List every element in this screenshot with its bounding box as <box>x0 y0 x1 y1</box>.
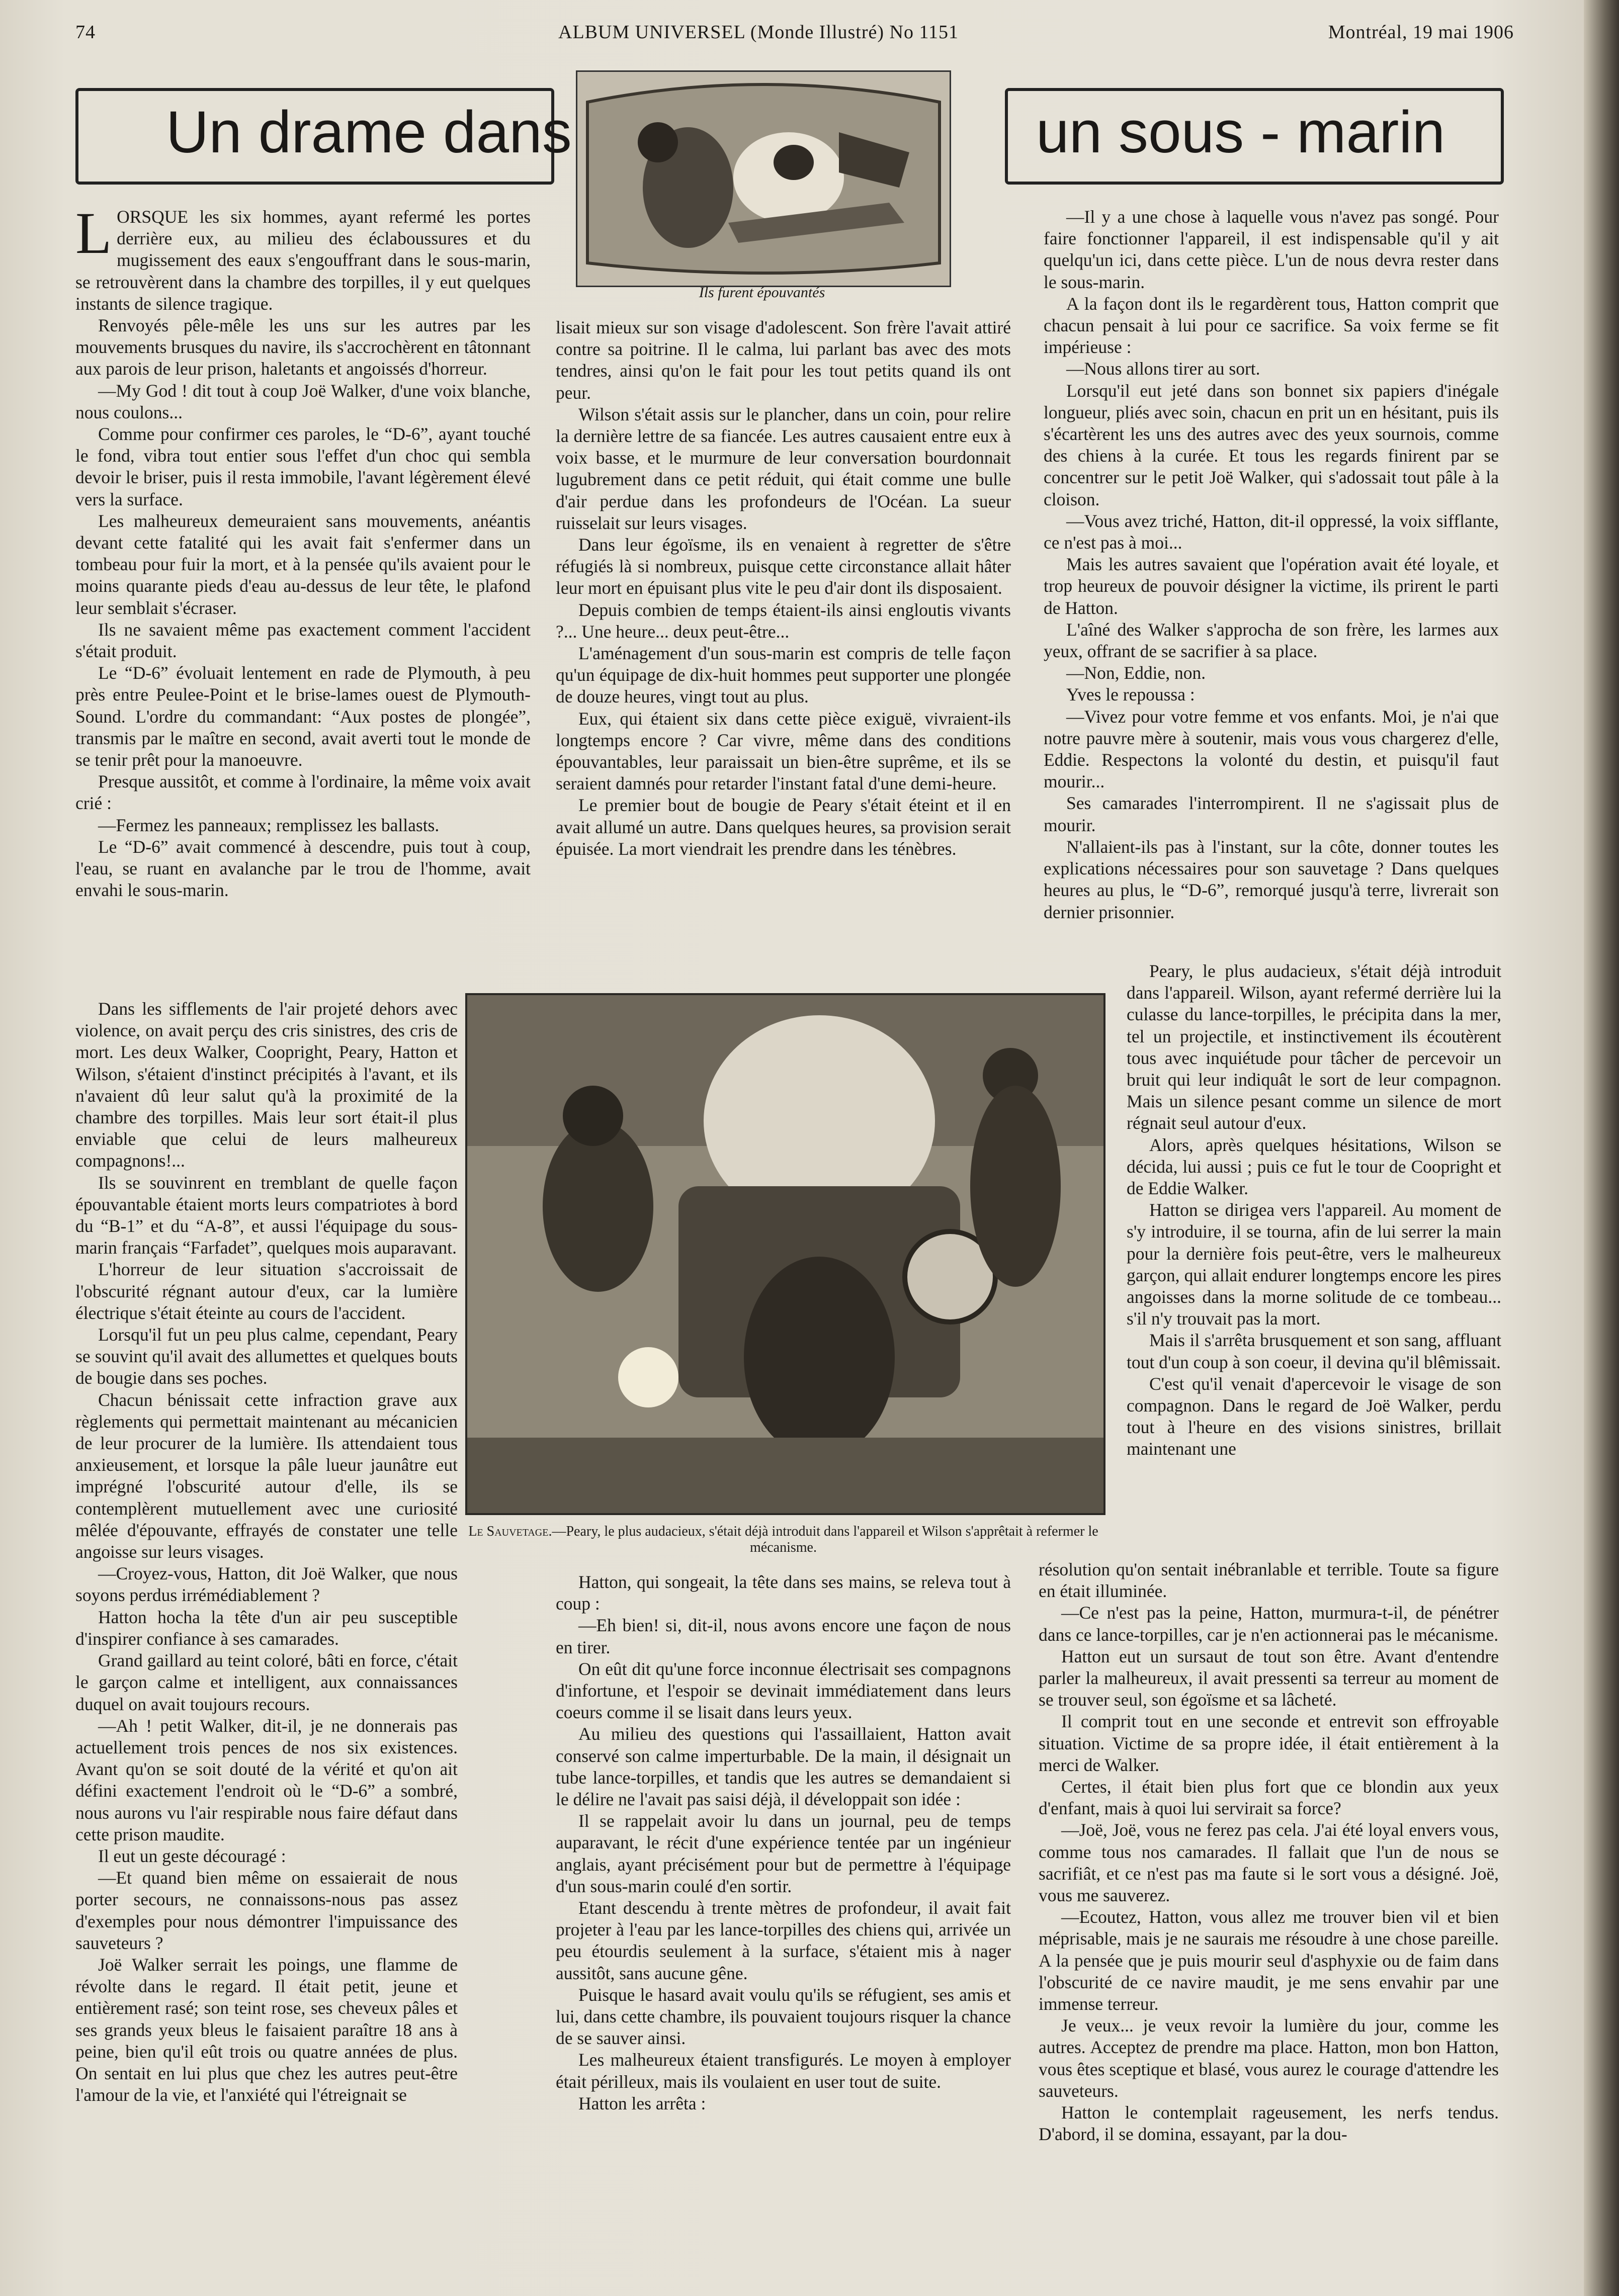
paragraph: Les malheureux demeuraient sans mouvements, anéantis devant cette fatalité qui les avait fait s'enfermer dans un tombeau pour fuir la mort, et à la pensée qu'ils avaient pour le moins quarante pieds d'eau au-dessus de leur tête, le plafond leur semblait s'écraser. <box>75 510 531 618</box>
paragraph: —Vivez pour votre femme et vos enfants. Moi, je n'ai que notre pauvre mère à soutenir, mais vous vous chargerez d'elle, Eddie. Respectons la volonté du destin, et puisqu'il faut mourir... <box>1044 706 1499 792</box>
column-3-bottom <box>1039 1559 1499 2145</box>
paragraph: —Il y a une chose à laquelle vous n'avez pas songé. Pour faire fonctionner l'appareil, il est indispensable qu'il y ait quelqu'un ici, dans cette pièce. L'un de nous devra rester dans le sous-marin. <box>1044 207 1499 292</box>
running-header <box>75 21 1514 51</box>
paragraph: Il se rappelait avoir lu dans un journal, peu de temps auparavant, le récit d'une expérience tentée par un ingénieur anglais, ayant précisément pour but de permettre à l'équipage d'un sous-marin coulé d'en sortir. <box>556 1811 1011 1896</box>
paragraph: Le “D-6” avait commencé à descendre, puis tout à coup, l'eau, se ruant en avalanche par le trou de l'homme, avait envahi le sous-marin. <box>75 836 531 901</box>
main-illustration-caption <box>465 1524 1101 1556</box>
paragraph: Depuis combien de temps étaient-ils ainsi engloutis vivants ?... Une heure... deux peut-être... <box>556 599 1011 642</box>
paragraph: Au milieu des questions qui l'assaillaient, Hatton avait conservé son calme imperturbable. De la main, il désignait un tube lance-torpilles, et tandis que les autres se demandaient si le délire ne l'avait pas saisi déjà, il développait son idée : <box>556 1724 1011 1810</box>
article-title-left: Un drame dans <box>166 99 572 165</box>
publication-title: ALBUM UNIVERSEL (Monde Illustré) No 1151 <box>558 22 959 43</box>
paragraph: Dans leur égoïsme, ils en venaient à regretter de s'être réfugiés là si nombreux, puisque cette circonstance allait hâter leur mort en épuisant plus vite le peu d'air dont ils disposaient. <box>556 535 1011 598</box>
paragraph: —Non, Eddie, non. <box>1066 663 1206 683</box>
paragraph: Les malheureux étaient transfigurés. Le moyen à employer était périlleux, mais ils voulaient en user tout de suite. <box>556 2050 1011 2092</box>
paragraph: résolution qu'on sentait inébranlable et terrible. Toute sa figure en était illuminée. <box>1039 1559 1499 1602</box>
paragraph: Certes, il était bien plus fort que ce blondin aux yeux d'enfant, mais à quoi lui servirait sa force? <box>1039 1777 1499 1819</box>
paragraph: Ils ne savaient même pas exactement comment l'accident s'était produit. <box>75 619 531 662</box>
paragraph: Presque aussitôt, et comme à l'ordinaire, la même voix avait crié : <box>75 771 531 814</box>
paragraph <box>75 200 531 315</box>
paragraph: C'est qu'il venait d'apercevoir le visage de son compagnon. Dans le regard de Joë Walker, perdu tout à l'heure en des visions sinistres, brillait maintenant une <box>1127 1373 1501 1459</box>
paragraph: —Croyez-vous, Hatton, dit Joë Walker, que nous soyons perdus irrémédiablement ? <box>75 1563 458 1606</box>
issue-date: Montréal, 19 mai 1906 <box>1328 22 1514 43</box>
paragraph: Eux, qui étaient six dans cette pièce exiguë, vivraient-ils longtemps encore ? Car vivre, même dans des conditions épouvantables, leur paraissait un bien-être suprême, et ils se seraient damnés pour retarder l'instant fatal d'une demi-heure. <box>556 708 1011 794</box>
column-2-bottom <box>556 1571 1011 2114</box>
paragraph: —My God ! dit tout à coup Joë Walker, d'une voix blanche, nous coulons... <box>75 380 531 422</box>
paragraph: —Ce n'est pas la peine, Hatton, murmura-t-il, de pénétrer dans ce lance-torpilles, car je n'en actionnerai pas le mécanisme. <box>1039 1603 1499 1645</box>
paragraph: —Nous allons tirer au sort. <box>1066 359 1260 379</box>
paragraph: L'aîné des Walker s'approcha de son frère, les larmes aux yeux, offrant de se sacrifier à sa place. <box>1044 619 1499 662</box>
paragraph: Hatton, qui songeait, la tête dans ses mains, se releva tout à coup : <box>556 1572 1011 1614</box>
paragraph: —Ecoutez, Hatton, vous allez me trouver bien vil et bien méprisable, mais je ne saurais me résoudre à une chose pareille. A la pensée que je puis mourir seul d'asphyxie ou de faim dans l'obscurité de ce navire maudit, je me sens envahir par une immense terreur. <box>1039 1907 1499 2014</box>
paragraph: Hatton hocha la tête d'un air peu susceptible d'inspirer confiance à ses camarades. <box>75 1607 458 1649</box>
paragraph: Il eut un geste découragé : <box>98 1845 286 1866</box>
paragraph: —Eh bien! si, dit-il, nous avons encore une façon de nous en tirer. <box>556 1615 1011 1657</box>
top-illustration <box>576 70 951 287</box>
paragraph: Etant descendu à trente mètres de profondeur, il avait fait projeter à l'eau par les lance-torpilles des chiens qui, arrivée un peu étourdis seulement à la surface, s'étaient mis à nager aussitôt, sans aucune gêne. <box>556 1898 1011 1983</box>
paragraph: Joë Walker serrait les poings, une flamme de révolte dans le regard. Il était petit, jeune et entièrement rasé; son teint rose, ses cheveux pâles et ses grands yeux bleus le faisaient paraître 18 ans à peine, bien qu'il eût trois ou quatre années de plus. On sentait en lui plus que chez les autres peut-être l'amour de la vie, et l'anxiété qui l'étreignait se <box>75 1954 458 2105</box>
paragraph: Peary, le plus audacieux, s'était déjà introduit dans l'appareil. Wilson, ayant refermé derrière lui la culasse du lance-torpilles, le précipita dans la mer, tel un projectile, et instinctivement ils écoutèrent tous avec inquiétude pour tâcher de percevoir un bruit qui leur indiquât le sort de leur compagnon. Mais un silence pesant comme un silence de mort régnait seul autour d'eux. <box>1127 961 1501 1133</box>
paragraph: Mais les autres savaient que l'opération avait été loyale, et trop heureux de pouvoir désigner la victime, ils prirent le parti de Hatton. <box>1044 554 1499 618</box>
paragraph: Grand gaillard au teint coloré, bâti en force, c'était le garçon calme et intelligent, aux connaissances duquel on avait toujours recours. <box>75 1650 458 1714</box>
paragraph: Hatton eut un sursaut de tout son être. Avant d'entendre parler la malheureux, il avait pressenti sa terreur au moment de se trouver seul, son égoïsme et sa lâcheté. <box>1039 1646 1499 1710</box>
paragraph: Il comprit tout en une seconde et entrevit son effroyable situation. Victime de sa propre idée, il était entièrement à la merci de Walker. <box>1039 1711 1499 1775</box>
paragraph: Lorsqu'il fut un peu plus calme, cependant, Peary se souvint qu'il avait des allumettes et quelques bouts de bougie dans ses poches. <box>75 1324 458 1388</box>
paragraph: Ses camarades l'interrompirent. Il ne s'agissait plus de mourir. <box>1044 793 1499 835</box>
paragraph: A la façon dont ils le regardèrent tous, Hatton comprit que chacun pensait à lui pour ce sacrifice. Sa voix ferme se fit impérieuse : <box>1044 293 1499 358</box>
paragraph: Comme pour confirmer ces paroles, le “D-6”, ayant touché le fond, vibra tout entier sous l'effet d'un choc qui sembla devoir le briser, puis il resta immobile, l'avant légèrement élevé vers la surface. <box>75 424 531 509</box>
page-number: 74 <box>75 22 96 43</box>
paragraph: N'allaient-ils pas à l'instant, sur la côte, donner toutes les explications nécessaires pour son sauvetage ? Dans quelques heures au plus, le “D-6”, remorqué jusqu'à terre, livrerait son dernier prisonnier. <box>1044 836 1499 922</box>
paragraph: —Vous avez triché, Hatton, dit-il oppressé, la voix sifflante, ce n'est pas à moi... <box>1044 510 1499 553</box>
paragraph: Mais il s'arrêta brusquement et son sang, affluant tout d'un coup à son coeur, il devina qu'il blêmissait. <box>1127 1330 1501 1372</box>
illustration-sketch <box>577 72 950 286</box>
column-2-top <box>556 317 1011 860</box>
main-illustration <box>465 993 1105 1515</box>
paragraph: Ils se souvinrent en tremblant de quelle façon épouvantable étaient morts leurs compatriotes à bord du “B-1” et du “A-8”, et aussi l'équipage du sous-marin français “Farfadet”, quelques mois auparavant. <box>75 1172 458 1258</box>
paragraph-text: ORSQUE les six hommes, ayant refermé les portes derrière eux, au milieu des éclaboussures et du mugissement des eaux s'engouffrant dans le sous-marin, se retrouvèrent dans la chambre des torpilles, il y eut quelques instants de silence tragique. <box>75 207 531 314</box>
top-illustration-caption: Ils furent épouvantés <box>699 284 825 301</box>
page-binding-edge <box>1584 0 1619 2296</box>
paragraph: —Joë, Joë, vous ne ferez pas cela. J'ai été loyal envers vous, comme tous nos camarades. Il fallait que l'un de nous se sacrifiât, et ce n'est pas ma faute si le sort vous a désigné. Joë, vous me sauverez. <box>1039 1820 1499 1906</box>
paragraph: Hatton les arrêta : <box>578 2093 706 2113</box>
paragraph: Yves le repoussa : <box>1066 684 1195 705</box>
paragraph: Puisque le hasard avait voulu qu'ils se réfugient, ses amis et lui, dans cette chambre, ils pouvaient toujours risquer la chance de se sauver ainsi. <box>556 1984 1011 2049</box>
drop-cap: L <box>75 200 112 266</box>
paragraph: Wilson s'était assis sur le plancher, dans un coin, pour relire la dernière lettre de sa fiancée. Les autres causaient entre eux à voix basse, et le murmure de leur conversation bourdonnait lugubrement dans ce petit réduit, qui était comme une bulle d'air perdue dans les profondeurs de l'Océan. La sueur ruisselait sur leurs visages. <box>556 404 1011 533</box>
paragraph: Le “D-6” évoluait lentement en rade de Plymouth, à peu près entre Peulee-Point et le brise-lames ouest de Plymouth-Sound. L'ordre du commandant: “Aux postes de plongée”, transmis par le maître en second, avait averti tout le monde de se tenir prêt pour la manoeuvre. <box>75 663 531 770</box>
paragraph: Renvoyés pêle-mêle les uns sur les autres par les mouvements brusques du navire, ils s'accrochèrent en tâtonnant aux parois de leur prison, haletants et angoissés d'horreur. <box>75 315 531 379</box>
column-1-top <box>75 200 531 902</box>
paragraph: Hatton se dirigea vers l'appareil. Au moment de s'y introduire, il se tourna, afin de lui serrer la main pour la dernière fois peut-être, vers le malheureux garçon, qui allait endurer longtemps encore les pires angoisses dans la morne solitude de ce tombeau... s'il n'y trouvait pas la mort. <box>1127 1200 1501 1329</box>
caption-text: —Peary, le plus audacieux, s'était déjà introduit dans l'appareil et Wilson s'apprêtait à refermer le mécanisme. <box>552 1524 1098 1555</box>
column-3-middle <box>1127 960 1501 1460</box>
paragraph: lisait mieux sur son visage d'adolescent. Son frère l'avait attiré contre sa poitrine. Il le calma, lui parlant bas avec des mots tendres, ainsi qu'on le fait pour les tout petits quand ils ont peur. <box>556 317 1011 403</box>
paragraph: Dans les sifflements de l'air projeté dehors avec violence, on avait perçu des cris sinistres, des cris de mort. Les deux Walker, Coopright, Peary, Hatton et Wilson, s'étaient d'instinct précipités à l'avant, et ils n'avaient dû leur salut qu'à la proximité de la chambre des torpilles. Mais leur sort était-il plus enviable que celui de leurs malheureux compagnons!... <box>75 999 458 1171</box>
paragraph: —Et quand bien même on essaierait de nous porter secours, ne connaissons-nous pas assez d'exemples pour nous démontrer l'impuissance des sauveteurs ? <box>75 1868 458 1953</box>
paragraph: Chacun bénissait cette infraction grave aux règlements qui permettait maintenant au mécanicien de leur procurer de la lumière. Ils attendaient tous anxieusement, et lorsque la pâle lueur jaunâtre eut imprégné l'obscurité autour d'elle, ils se contemplèrent mutuellement avec une curiosité mêlée d'épouvante, effrayés de constater une telle angoisse sur leurs visages. <box>75 1389 458 1562</box>
paragraph: —Ah ! petit Walker, dit-il, je ne donnerais pas actuellement trois pences de nos six existences. Avant qu'on se soit douté de la vérité et qu'on ait défini exactement l'endroit où le “D-6” a sombré, nous aurons vu l'air respirable nous faire défaut dans cette prison maudite. <box>75 1715 458 1844</box>
illustration-engraving <box>467 995 1103 1513</box>
article-title-right: un sous - marin <box>1036 99 1445 165</box>
paragraph: Lorsqu'il eut jeté dans son bonnet six papiers d'inégale longueur, pliés avec soin, chacun en prit un en hésitant, puis ils s'écartèrent les uns des autres avec des yeux sournois, comme des chiens à la curée. Et tous les regards finirent par se concentrer sur le petit Joë Walker, qui s'adossait tout pâle à la cloison. <box>1044 380 1499 509</box>
paragraph: L'aménagement d'un sous-marin est compris de telle façon qu'un équipage de dix-huit hommes peut supporter une plongée de douze heures, vingt tout au plus. <box>556 643 1011 707</box>
column-3-top <box>1044 206 1499 923</box>
paragraph: On eût dit qu'une force inconnue électrisait ses compagnons d'infortune, et l'espoir se devinait immédiatement dans leurs coeurs comme il se lisait dans leurs yeux. <box>556 1658 1011 1723</box>
paragraph: —Fermez les panneaux; remplissez les ballasts. <box>98 815 440 835</box>
paragraph: Alors, après quelques hésitations, Wilson se décida, lui aussi ; puis ce fut le tour de Coopright et de Eddie Walker. <box>1127 1134 1501 1199</box>
caption-lead: Le Sauvetage. <box>468 1524 552 1539</box>
paragraph: Le premier bout de bougie de Peary s'était éteint et il en avait allumé un autre. Dans quelques heures, sa provision serait épuisée. La mort viendrait les prendre dans les ténèbres. <box>556 795 1011 859</box>
paragraph: L'horreur de leur situation s'accroissait de l'obscurité régnant autour d'eux, car la lumière électrique s'était éteinte au cours de l'accident. <box>75 1259 458 1323</box>
paragraph: Je veux... je veux revoir la lumière du jour, comme les autres. Acceptez de prendre ma place. Hatton, mon bon Hatton, vous êtes sceptique et blasé, vous aurez le courage d'attendre les sauveteurs. <box>1039 2015 1499 2101</box>
paragraph: Hatton le contemplait rageusement, les nerfs tendus. D'abord, il se domina, essayant, par la dou- <box>1039 2102 1499 2145</box>
column-1-bottom <box>75 998 458 2106</box>
